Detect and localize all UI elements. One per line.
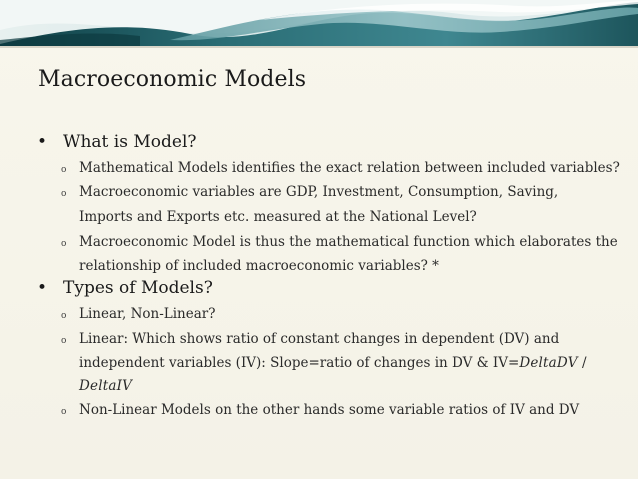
sub-item-text: Linear, Non-Linear? — [79, 306, 216, 322]
slope-text: independent variables (IV): Slope=ratio of changes in DV & IV= — [79, 355, 520, 371]
sub-bullet-icon: o — [61, 165, 67, 175]
sub-item-continuation — [79, 351, 587, 375]
sub-item-text: Mathematical Models identifies the exact relation between included variables? — [79, 160, 620, 176]
sub-bullet-icon: o — [61, 311, 67, 321]
delta-iv-math: DeltaIV — [79, 378, 133, 394]
sub-bullet-icon: o — [61, 239, 67, 249]
slide-title: Macroeconomic Models — [38, 67, 307, 92]
sub-bullet-icon: o — [61, 407, 67, 417]
sub-item-text: Non-Linear Models on the other hands some variable ratios of IV and DV — [79, 402, 580, 418]
sub-item-text: Macroeconomic Model is thus the mathematical function which elaborates the — [79, 234, 618, 250]
delta-dv-math: DeltaDV — [519, 355, 578, 371]
sub-item-text: Macroeconomic variables are GDP, Investment, Consumption, Saving, — [79, 184, 559, 200]
sub-bullet-icon: o — [61, 336, 67, 346]
sub-item-continuation: Imports and Exports etc. measured at the National Level? — [79, 209, 477, 225]
sub-item-continuation: relationship of included macroeconomic variables? * — [79, 258, 439, 274]
sub-item-text: Linear: Which shows ratio of constant changes in dependent (DV) and — [79, 331, 560, 347]
sub-bullet-icon: o — [61, 189, 67, 199]
bullet-dot-icon: • — [37, 132, 48, 152]
bullet-text: Types of Models? — [63, 278, 213, 298]
slash-text: / — [577, 355, 587, 371]
bullet-dot-icon: • — [37, 278, 48, 298]
bullet-text: What is Model? — [63, 132, 197, 152]
sub-item-continuation — [79, 374, 132, 398]
